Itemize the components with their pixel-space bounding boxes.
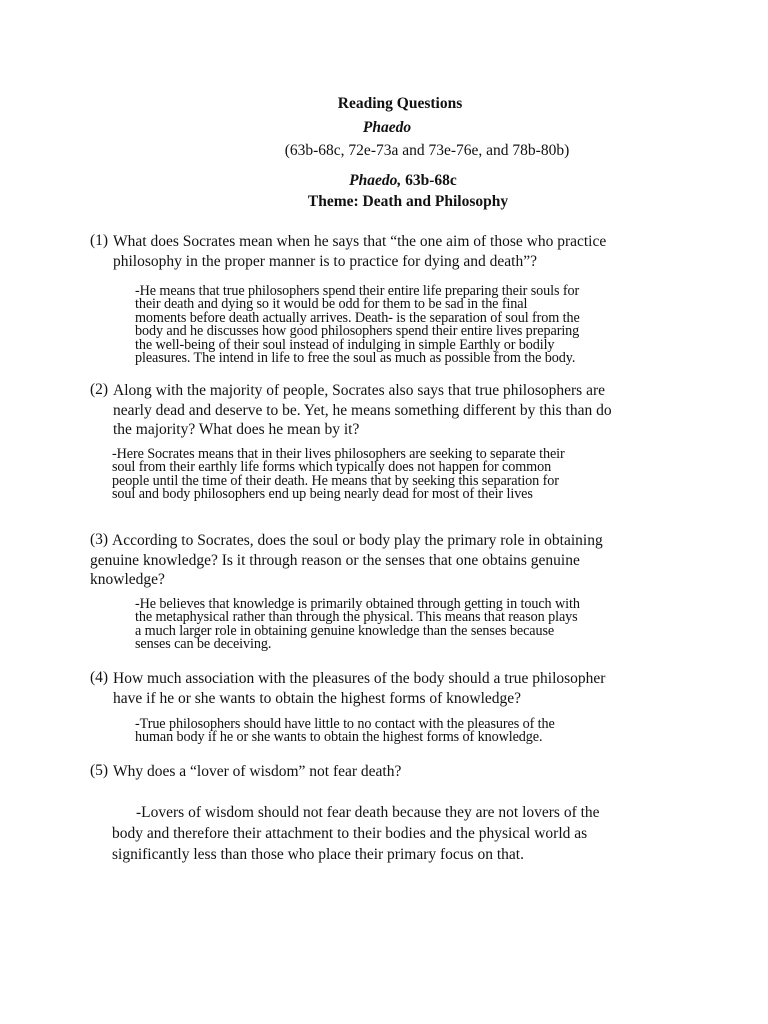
question-text: Why does a “lover of wisdom” not fear death?: [113, 763, 402, 780]
question-number: (3): [90, 531, 109, 548]
section-heading: [0, 172, 768, 190]
question-text: What does Socrates mean when he says that “the one aim of those who practice philosophy in the proper manner is to practice for dying and death”?: [113, 233, 607, 270]
answer-text: -He believes that knowledge is primarily obtained through getting in touch with the metaphysical rather than through the physical. This means that reason plays a much larger role in obtaining genuine knowledge than the senses because senses can be deceiving.: [135, 596, 580, 653]
document-subtitle: Phaedo: [362, 119, 412, 136]
theme-heading: Theme: Death and Philosophy: [307, 193, 509, 210]
question-number: (5): [90, 762, 109, 779]
question-number: (2): [90, 381, 109, 398]
answer-text: -Lovers of wisdom should not fear death because they are not lovers of the body and therefore their attachment to their bodies and the physical world as significantly less than those who place their primary focus on that.: [112, 804, 600, 863]
question-text: Along with the majority of people, Socrates also says that true philosophers are nearly dead and deserve to be. Yet, he means something different by this than do the majority? What does he mean by it?: [113, 382, 612, 438]
section-range: 63b-68c: [405, 172, 457, 189]
question-text: How much association with the pleasures of the body should a true philosopher have if he or she wants to obtain the highest forms of knowledge?: [113, 670, 606, 707]
answer-text: -Here Socrates means that in their lives philosophers are seeking to separate their soul from their earthly life forms which typically does not happen for common people until the time of their death. He means that by seeking this separation for soul and body philosophers end up being nearly dead for most of their lives: [112, 446, 565, 503]
answer-text: -True philosophers should have little to no contact with the pleasures of the human body if he or she wants to obtain the highest forms of knowledge.: [135, 716, 555, 746]
question-text: According to Socrates, does the soul or body play the primary role in obtaining genuine knowledge? Is it through reason or the senses that one obtains genuine knowledge?: [90, 532, 603, 588]
answer-text: -He means that true philosophers spend their entire life preparing their souls for their death and dying so it would be odd for them to be sad in the final moments before death actually arrives. Death- is the separation of soul from the body and he discusses how good philosophers spend their entire lives preparing the well-being of their soul instead of indulging in simple Earthly or bodily pleasures. The intend in life to free the soul as much as possible from the body.: [135, 283, 580, 367]
question-number: (1): [90, 232, 109, 249]
section-work: Phaedo,: [349, 172, 402, 189]
reading-ranges: (63b-68c, 72e-73a and 73e-76e, and 78b-80b): [284, 142, 570, 159]
document-title: Reading Questions: [337, 95, 463, 112]
question-number: (4): [90, 669, 109, 686]
